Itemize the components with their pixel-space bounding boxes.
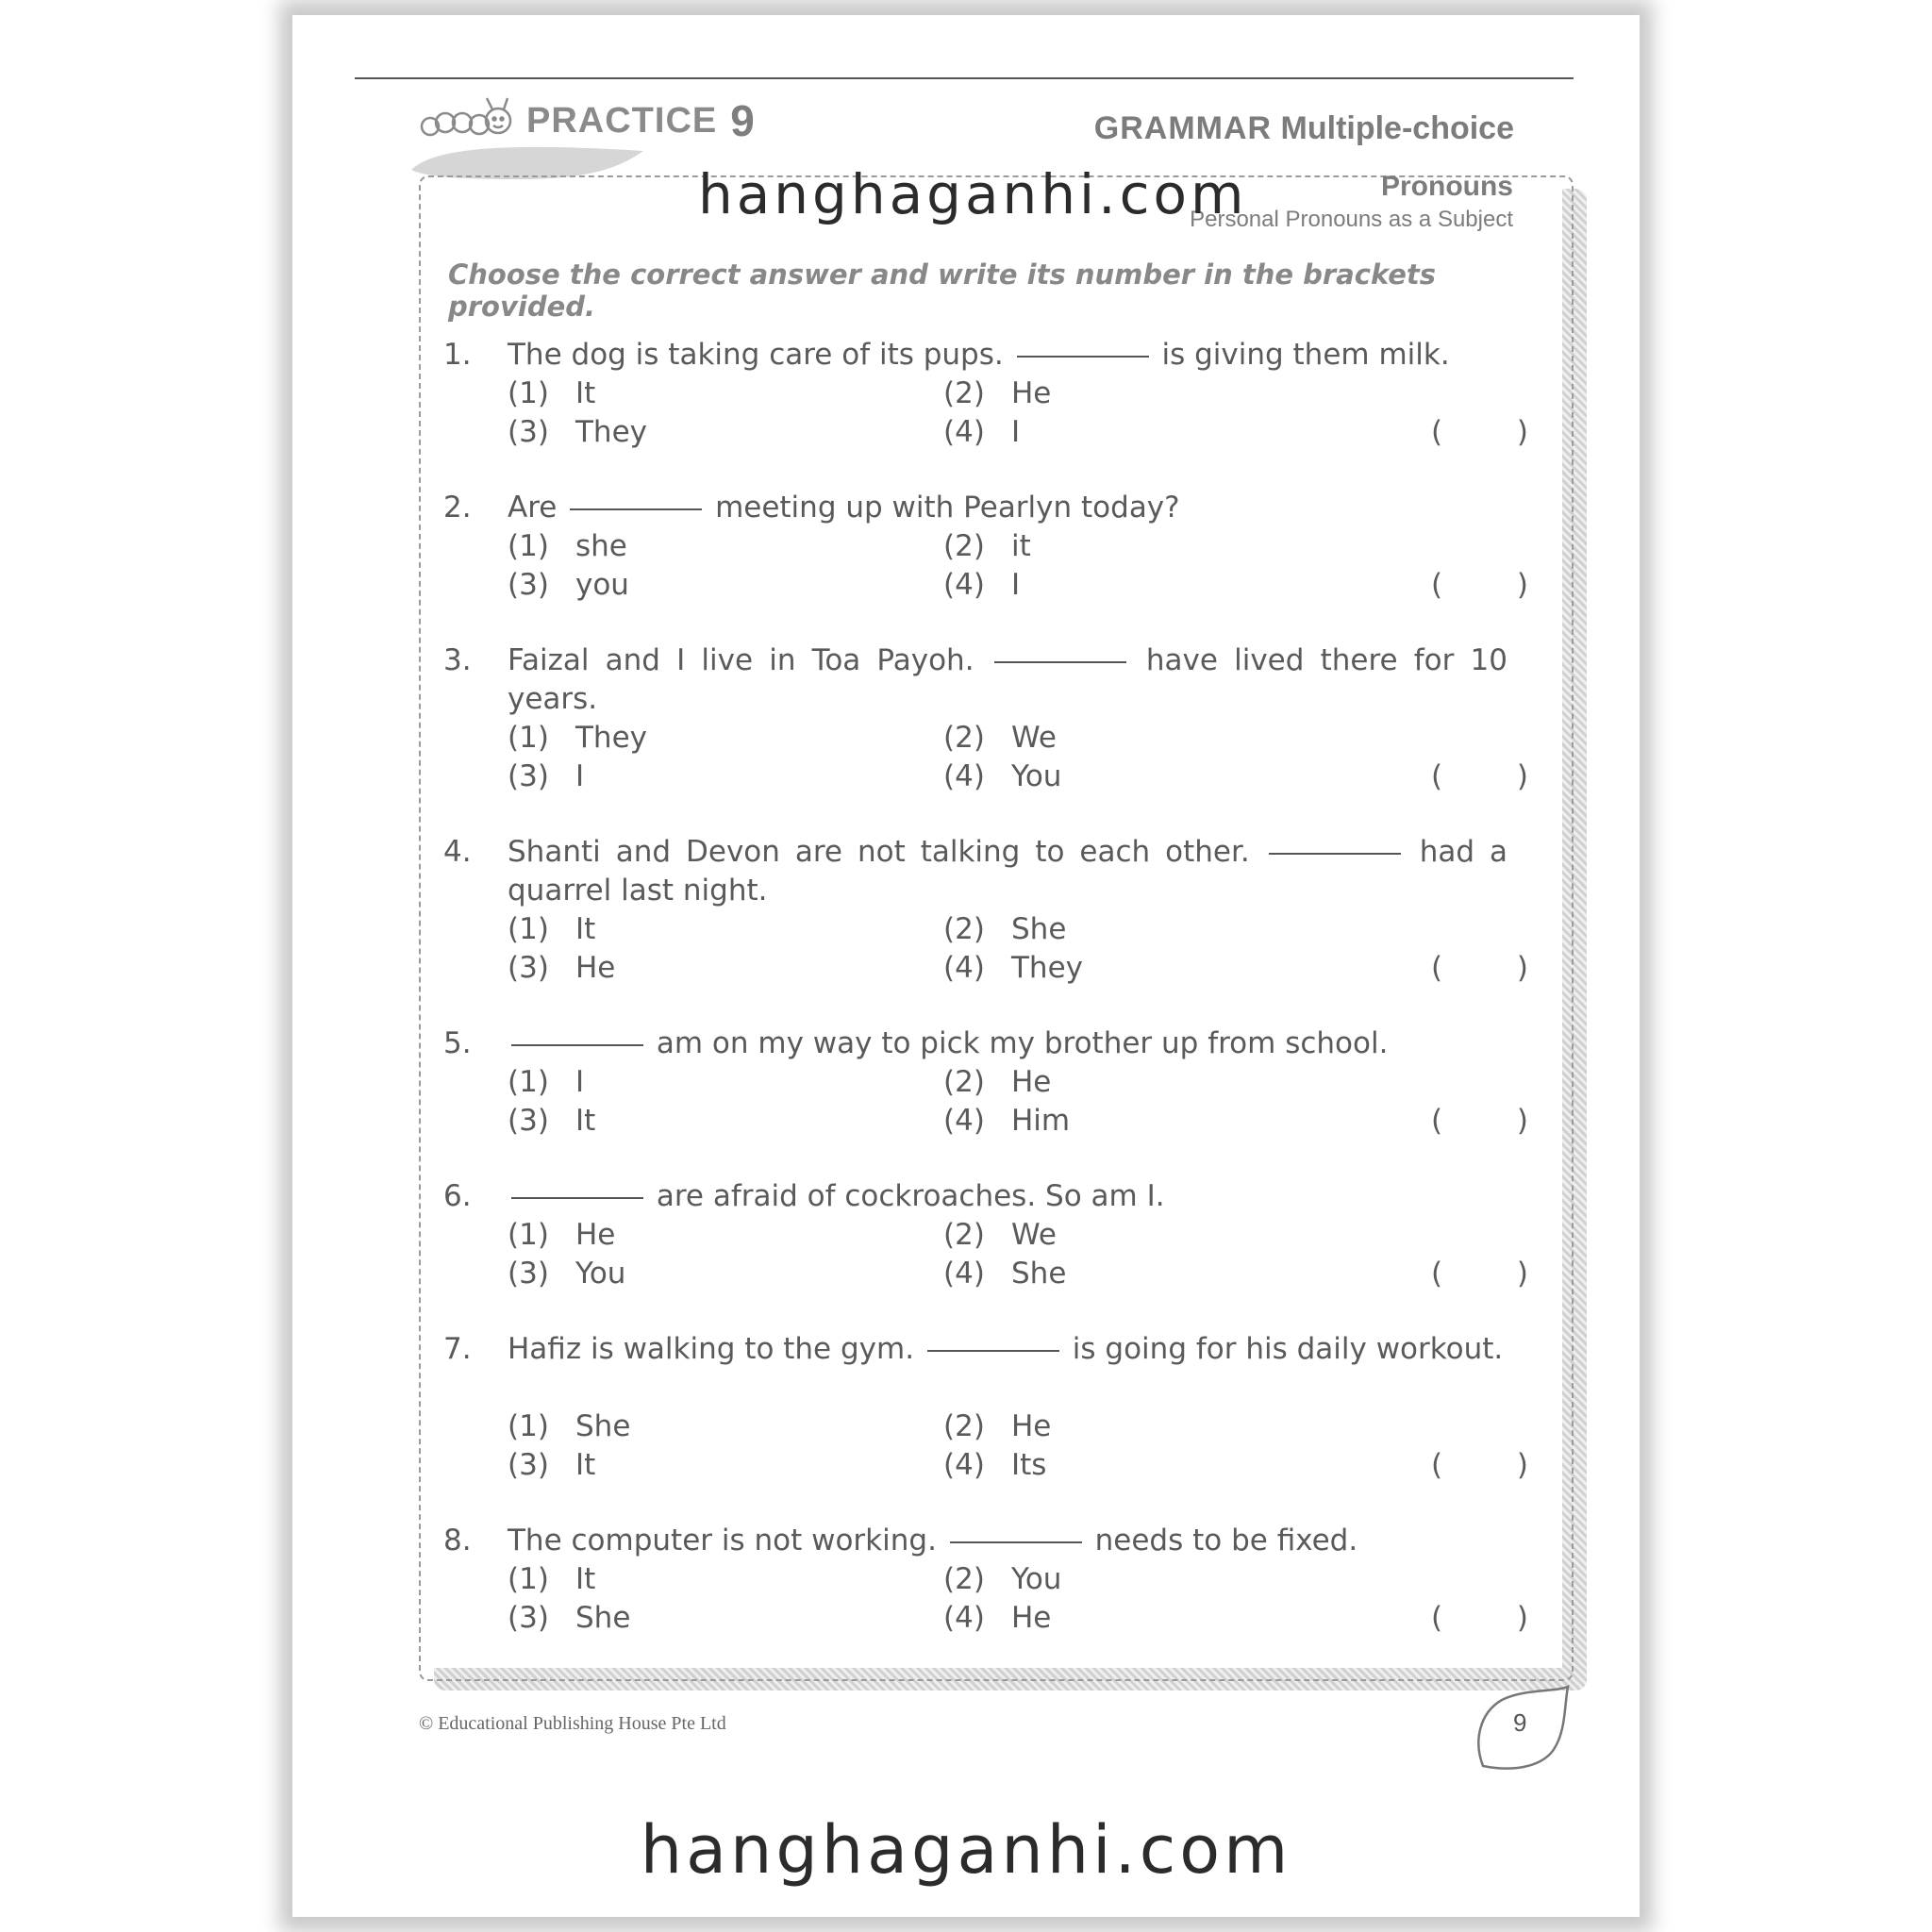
question-stem: are afraid of cockroaches. So am I. <box>508 1177 1507 1216</box>
answer-blank <box>570 508 702 510</box>
instruction-text: Choose the correct answer and write its number in the brackets provided. <box>448 258 1436 323</box>
option-1: (1) It <box>508 376 596 410</box>
option-2: (2) We <box>943 721 1057 755</box>
answer-bracket[interactable]: ( ) <box>1430 1601 1528 1635</box>
option-4: (4) You <box>943 759 1062 793</box>
option-2: (2) She <box>943 912 1067 946</box>
section-heading <box>1094 110 1514 147</box>
question-number: 7. <box>443 1332 472 1366</box>
option-2: (2) You <box>943 1562 1062 1596</box>
watermark-bottom: hanghaganhi.com <box>640 1811 1292 1889</box>
answer-bracket[interactable]: ( ) <box>1430 951 1528 985</box>
practice-heading <box>417 94 755 147</box>
practice-label: PRACTICE <box>526 100 718 141</box>
topic-title: Pronouns <box>1381 171 1513 202</box>
answer-bracket[interactable]: ( ) <box>1430 1448 1528 1482</box>
option-1: (1) He <box>508 1218 616 1252</box>
option-1: (1) It <box>508 1562 596 1596</box>
option-3: (3) She <box>508 1601 631 1635</box>
option-4: (4) Him <box>943 1104 1071 1138</box>
answer-blank <box>950 1541 1082 1543</box>
answer-blank <box>994 660 1126 663</box>
option-1: (1) They <box>508 721 648 755</box>
question-number: 5. <box>443 1026 472 1060</box>
question-stem: Shanti and Devon are not talking to each other. had a quarrel last night. <box>508 835 1508 908</box>
answer-blank <box>511 1196 643 1199</box>
option-1: (1) It <box>508 912 596 946</box>
answer-bracket[interactable]: ( ) <box>1430 759 1528 793</box>
option-3: (3) I <box>508 759 585 793</box>
option-3: (3) you <box>508 568 629 602</box>
option-4: (4) I <box>943 415 1021 449</box>
question-number: 6. <box>443 1179 472 1213</box>
question-stem: Are meeting up with Pearlyn today? <box>508 491 1180 525</box>
option-3: (3) It <box>508 1448 596 1482</box>
option-3: (3) You <box>508 1257 626 1291</box>
question-stem: am on my way to pick my brother up from school. <box>508 1024 1507 1063</box>
page-number: 9 <box>1513 1708 1527 1737</box>
option-2: (2) it <box>943 529 1031 563</box>
caterpillar-icon <box>417 94 515 147</box>
answer-bracket[interactable]: ( ) <box>1430 1257 1528 1291</box>
section-bold: GRAMMAR <box>1093 110 1273 146</box>
answer-blank <box>1269 852 1401 855</box>
answer-blank <box>1017 355 1149 358</box>
option-2: (2) We <box>943 1218 1057 1252</box>
option-4: (4) He <box>943 1601 1052 1635</box>
option-2: (2) He <box>943 1409 1052 1443</box>
option-4: (4) She <box>943 1257 1067 1291</box>
copyright-text: © Educational Publishing House Pte Ltd <box>419 1713 726 1734</box>
question-number: 8. <box>443 1524 472 1557</box>
section-rest: Multiple-choice <box>1280 110 1514 146</box>
answer-blank <box>927 1349 1059 1352</box>
option-1: (1) She <box>508 1409 631 1443</box>
option-3: (3) It <box>508 1104 596 1138</box>
answer-bracket[interactable]: ( ) <box>1430 568 1528 602</box>
subtopic-title: Personal Pronouns as a Subject <box>1190 207 1513 232</box>
option-1: (1) she <box>508 529 627 563</box>
question-stem: The computer is not working. needs to be fixed. <box>508 1524 1358 1557</box>
top-rule <box>355 77 1574 79</box>
question-number: 1. <box>443 338 472 372</box>
option-2: (2) He <box>943 376 1052 410</box>
option-4: (4) They <box>943 951 1084 985</box>
question-number: 2. <box>443 491 472 525</box>
option-3: (3) They <box>508 415 648 449</box>
answer-bracket[interactable]: ( ) <box>1430 415 1528 449</box>
worksheet-page <box>292 15 1640 1917</box>
answer-blank <box>511 1043 643 1046</box>
question-stem: The dog is taking care of its pups. is giving them milk. <box>508 338 1450 372</box>
answer-bracket[interactable]: ( ) <box>1430 1104 1528 1138</box>
option-3: (3) He <box>508 951 616 985</box>
question-stem: Faizal and I live in Toa Payoh. have lived there for 10 years. <box>508 643 1507 716</box>
question-stem: Hafiz is walking to the gym. is going for his daily workout. <box>508 1332 1504 1366</box>
watermark-top: hanghaganhi.com <box>698 162 1248 226</box>
question-number: 3. <box>443 643 472 677</box>
practice-number: 9 <box>730 96 755 145</box>
question-number: 4. <box>443 835 472 869</box>
option-1: (1) I <box>508 1065 585 1099</box>
option-4: (4) Its <box>943 1448 1047 1482</box>
option-4: (4) I <box>943 568 1021 602</box>
option-2: (2) He <box>943 1065 1052 1099</box>
